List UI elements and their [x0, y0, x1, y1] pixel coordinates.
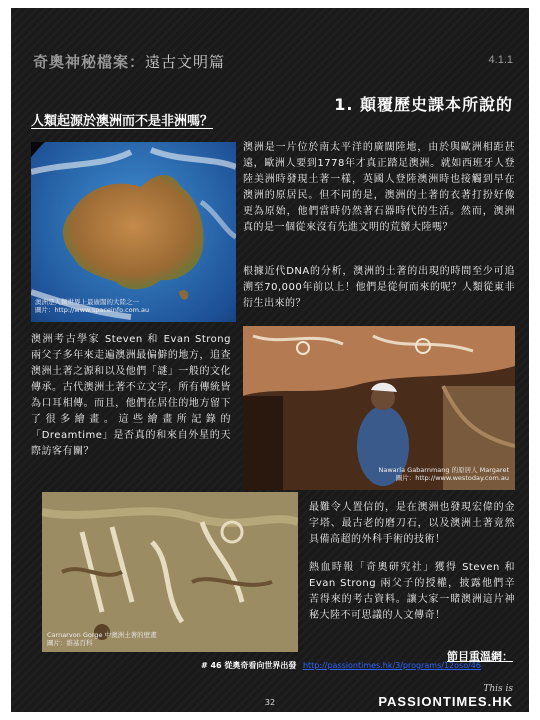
gorge-rock-art-image — [42, 492, 298, 652]
series-label: 奇奧神秘檔案： — [33, 53, 146, 71]
page — [11, 8, 529, 712]
replay-label: 節目重溫網： — [447, 650, 513, 663]
series-title — [33, 51, 225, 72]
earth-australia-image — [31, 142, 236, 322]
paragraph-3: 澳洲考古學家 Steven 和 Evan Strong 兩父子多年來走遍澳洲最偏僻的地方，追查澳洲土著之源和以及他們「謎」一般的文化傳承。古代澳洲土著不立文字，所有傳統皆為口耳相傳。而且，他們在居住的地方留下了很多繪畫。這些繪畫所記錄的「Dreamtime」是否真的和來自外星的天際訪客有關？ — [31, 334, 231, 457]
brand-tagline: This is — [483, 684, 513, 694]
cave-caption — [359, 466, 509, 482]
replay-line — [201, 660, 481, 671]
brand-logo — [378, 684, 513, 709]
brand-name: PASSIONTIMES.HK — [378, 694, 513, 709]
gorge-caption-line1: Carnarvon Gorge 中澳洲土著的壁畫 — [47, 631, 157, 639]
page-number: 32 — [264, 698, 276, 707]
earth-caption-line2: 圖片：http://www.spaceinfo.com.au — [35, 306, 150, 314]
cave-caption-line2: 圖片：http://www.westoday.com.au — [395, 474, 509, 482]
page-header — [11, 43, 529, 83]
gorge-caption-line2: 圖片：維基百科 — [47, 639, 93, 647]
gorge-caption — [47, 631, 157, 647]
replay-link[interactable]: http://passiontimes.hk/3/programs/12oso/46 — [302, 661, 481, 670]
series-subtitle: 遠古文明篇 — [145, 53, 226, 71]
episode-title: # 46 從奧奇看向世界出發 — [201, 661, 297, 670]
paragraph-4: 最難令人置信的，是在澳洲也發現宏偉的金字塔、最古老的磨刀石，以及澳洲土著竟然具備高超的外科手術的技術！ — [309, 502, 515, 545]
rock-art-icon — [42, 492, 298, 652]
earth-globe-icon — [31, 142, 236, 322]
earth-caption-line1: 澳洲是人類世界上最廣闊的大陸之一 — [35, 298, 139, 306]
main-title: 1. 顛覆歷史課本所說的 — [334, 95, 513, 114]
cave-caption-line1: Nawarla Gabarnmang 的原居人 Margaret — [378, 466, 509, 474]
section-code: 4.1.1 — [488, 54, 513, 66]
paragraph-2: 根據近代DNA的分析，澳洲的土著的出現的時間至少可追溯至70,000年前以上！他們是從何而來的呢？人類從東非衍生出來的？ — [243, 266, 515, 309]
earth-caption — [35, 298, 149, 314]
paragraph-1: 澳洲是一片位於南太平洋的廣闊陸地，由於與歐洲相距甚遠，歐洲人要到1778年才真正踏足澳洲。就如西班牙人登陸美洲時發現土著一樣，英國人登陸澳洲時也接觸到早在澳洲的原居民。但不同的是，澳洲的土著的衣著打扮好像更為原始，他們當時仍然著石器時代的生活。然而，澳洲真的是一個從來沒有先進文明的荒蠻大陸嗎？ — [243, 142, 515, 233]
paragraph-5: 熱血時報「奇奧研究社」獲得 Steven 和 Evan Strong 兩父子的授權，披露他們辛苦得來的考古資料。讓大家一睹澳洲這片神秘大陸不可思議的人文傳奇！ — [309, 562, 515, 621]
sub-title: 人類起源於澳洲而不是非洲嗎？ — [31, 114, 214, 129]
